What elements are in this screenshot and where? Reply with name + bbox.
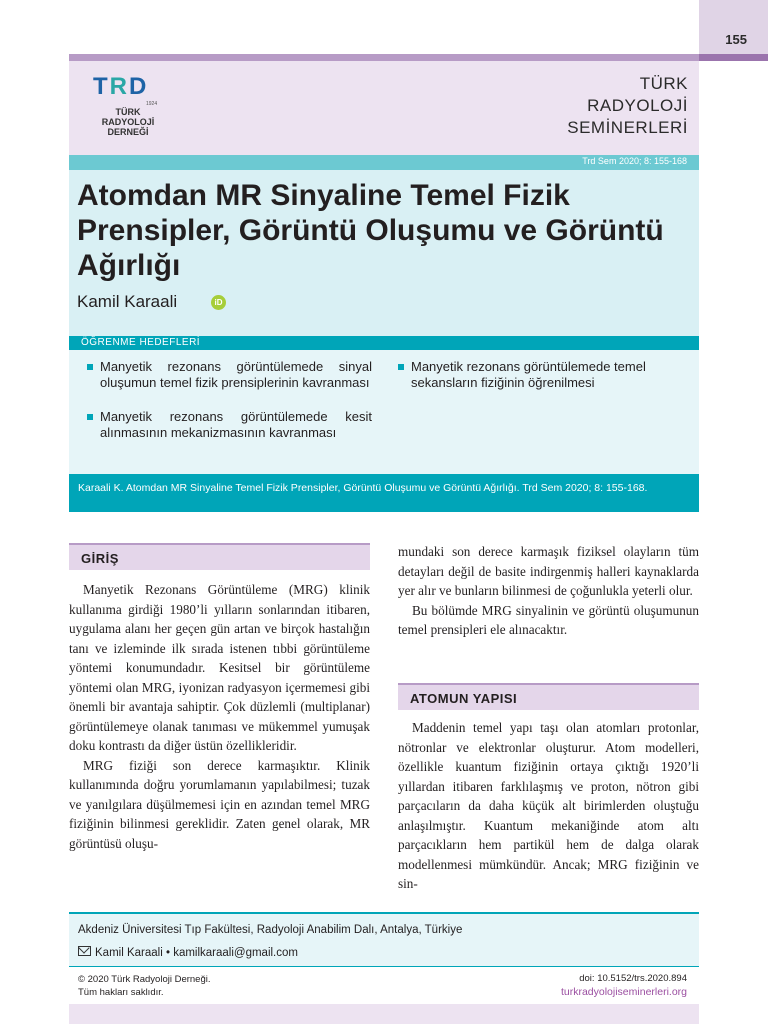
logo-letter: D	[129, 73, 149, 100]
copyright: © 2020 Türk Radyoloji Derneği. Tüm hakları saklıdır.	[78, 974, 211, 998]
footer-rule	[69, 966, 699, 967]
paragraph: MRG fiziği son derece karmaşıktır. Klinik kullanımında doğru yorumlamanın yapılabilmesi; tuzak ve yanılgılara düşülmemesi için en azından temel MRG fiziğinin bilinmesi gereklidir. Zaten genel olarak, MR görüntüsü oluşu-	[69, 757, 370, 851]
affiliation: Akdeniz Üniversitesi Tıp Fakültesi, Radyoloji Anabilim Dalı, Antalya, Türkiye	[78, 924, 463, 936]
logo-year: 1924	[146, 101, 158, 107]
section-heading-rule	[398, 683, 699, 685]
paragraph: Maddenin temel yapı taşı olan atomları protonlar, nötronlar ve elektronlar oluşturur. Atom modelleri, özellikle kuantum fiziğinin ortaya çıktığı 1920’li yıllardan itibaren farklılaşmış ve proton, nötron gibi parçacıların da daha küçük alt birimlerden oluştuğu anlaşılmıştır. Kuantum mekaniğinde atom altı parçacıkların hem partikül hem de dalga olarak modellenmesi mümkündür. Ancak; MRG fiziğinin ve sin-	[398, 720, 699, 891]
section-heading-rule	[69, 543, 370, 545]
square-bullet-icon	[398, 364, 404, 370]
logo-society-name: TÜRK RADYOLOJİ DERNEĞİ	[101, 107, 155, 137]
citation-full: Karaali K. Atomdan MR Sinyaline Temel Fizik Prensipler, Görüntü Oluşumu ve Görüntü Ağırlığı. Trd Sem 2020; 8: 155-168.	[78, 482, 648, 494]
square-bullet-icon	[87, 414, 93, 420]
logo-letter: R	[109, 73, 130, 100]
paragraph: mundaki son derece karmaşık fiziksel olayların tüm detayları değil de basite indirgenmiş halleri kaynaklarda yer alır ve bunların bilinmesi de çoğunlukla yeterli olur.	[398, 544, 699, 598]
journal-name: TÜRK RADYOLOJİ SEMİNERLERİ	[567, 74, 688, 137]
top-band-accent	[699, 54, 768, 61]
logo-letter: T	[93, 73, 110, 100]
section-title-intro: GİRİŞ	[81, 551, 119, 566]
top-band	[69, 54, 768, 61]
intro-text-continued	[398, 542, 699, 640]
corresponding-author: Kamil Karaali • kamilkaraali@gmail.com	[78, 946, 298, 959]
trd-logo	[93, 73, 148, 101]
citation-short: Trd Sem 2020; 8: 155-168	[582, 156, 687, 166]
author-name: Kamil Karaali	[77, 292, 178, 311]
footer-band	[69, 1004, 699, 1024]
intro-text	[69, 580, 370, 853]
email-link[interactable]: kamilkaraali@gmail.com	[173, 947, 298, 959]
page-number: 155	[725, 32, 747, 47]
objective-item: Manyetik rezonans görüntülemede kesit alınmasının mekanizmasının kavranması	[100, 409, 372, 441]
envelope-icon	[78, 946, 91, 956]
website-link[interactable]: turkradyolojiseminerleri.org	[560, 986, 687, 998]
paragraph: Manyetik Rezonans Görüntüleme (MRG) klinik kullanıma girdiği 1980’li yılların sonlarından itibaren, uygulama alanı her geçen gün artan ve birçok hastalığın tanı ve izleminde ilk sırada istenen tıbbi görüntüleme yöntemi konumundadır. Kesitsel bir görüntüleme yöntemi olan MRG, iyonizan radyasyon içermemesi gibi önemli bir avantaja sahiptir. Çok düzlemli (multiplanar) görüntülemeye olanak tanıması ve mükemmel yumuşak doku kontrastı da diğer üstün özellikleridir.	[69, 582, 370, 753]
section-title-atom: ATOMUN YAPISI	[410, 691, 518, 706]
square-bullet-icon	[87, 364, 93, 370]
atom-text	[398, 718, 699, 894]
objectives-heading: ÖĞRENME HEDEFLERİ	[81, 337, 201, 348]
orcid-icon[interactable]: iD	[211, 295, 226, 310]
paragraph: Bu bölümde MRG sinyalinin ve görüntü oluşumunun temel prensipleri ele alınacaktır.	[398, 602, 699, 637]
doi[interactable]: doi: 10.5152/trs.2020.894	[579, 973, 687, 984]
objective-item: Manyetik rezonans görüntülemede sinyal oluşumun temel fizik prensiplerinin kavranması	[100, 359, 372, 391]
objective-item: Manyetik rezonans görüntülemede temel sekansların fiziğinin öğrenilmesi	[411, 359, 691, 391]
article-title: Atomdan MR Sinyaline Temel Fizik Prensipler, Görüntü Oluşumu ve Görüntü Ağırlığı	[77, 179, 664, 282]
